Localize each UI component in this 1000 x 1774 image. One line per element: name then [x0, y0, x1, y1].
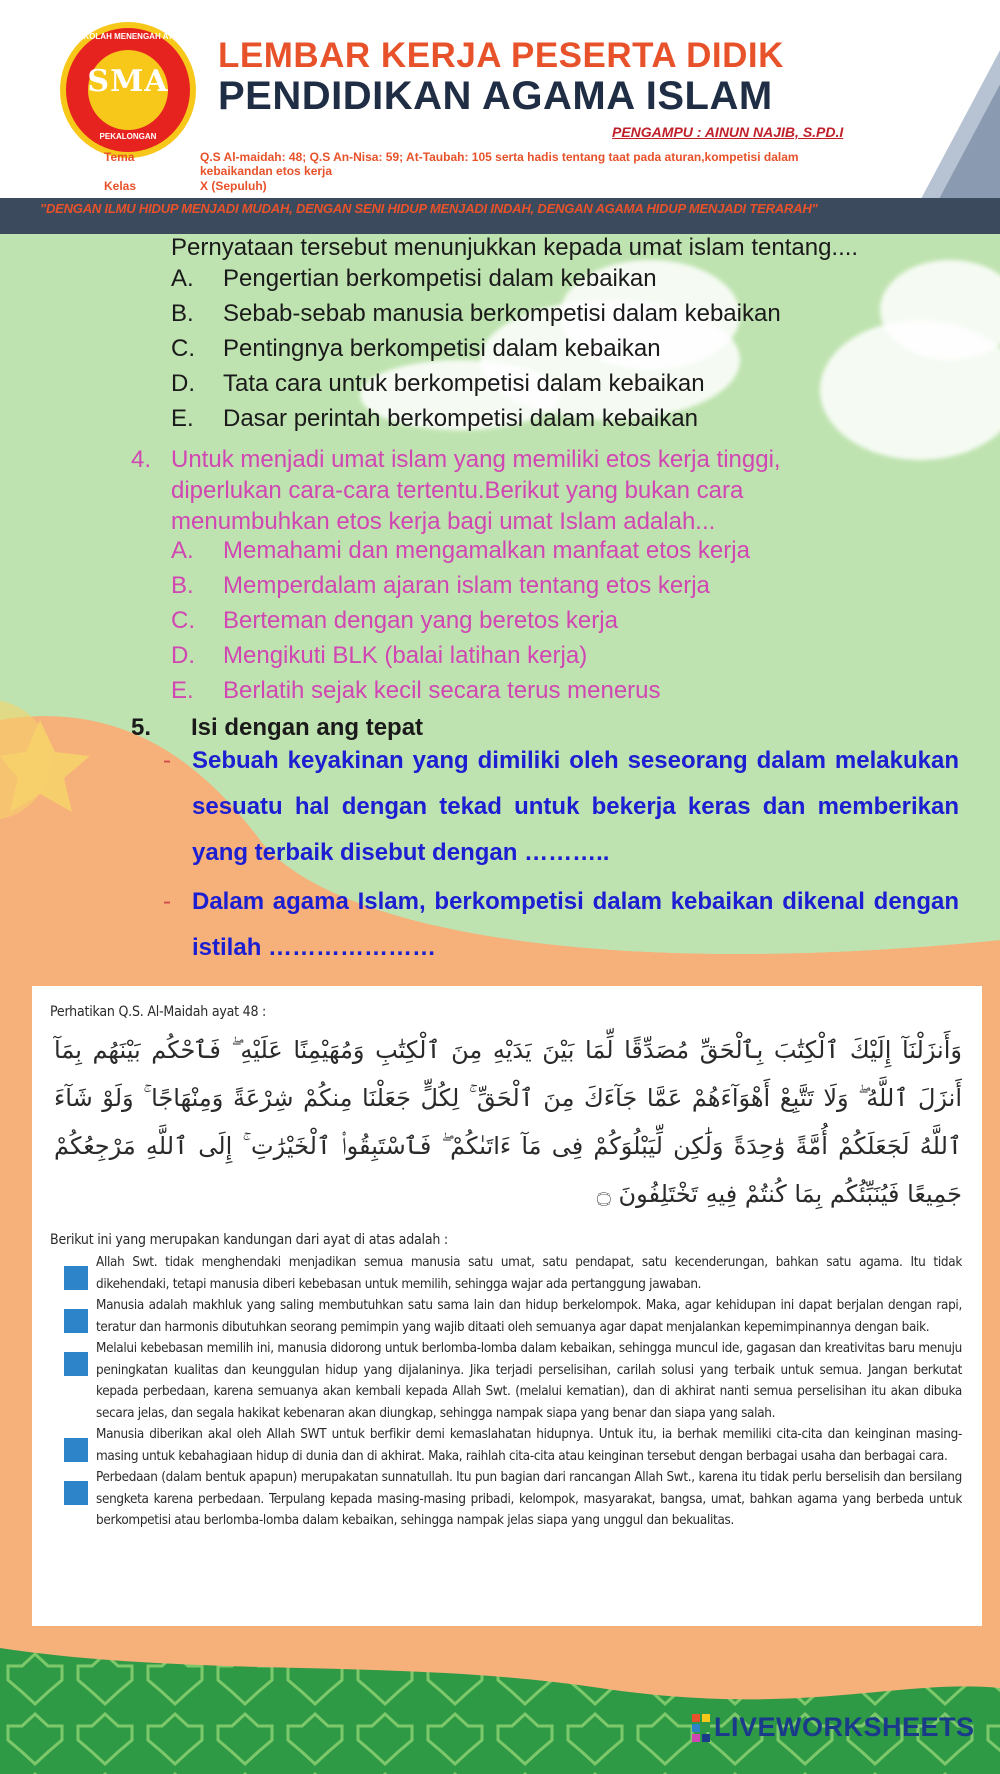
option-letter: A.	[171, 537, 194, 564]
passage-title: Perhatikan Q.S. Al-Maidah ayat 48 :	[50, 1004, 267, 1020]
tema-label: Tema	[104, 150, 135, 164]
option-letter: C.	[171, 335, 195, 362]
fill-text: Dalam agama Islam, berkompetisi dalam kebaikan dikenal dengan istilah …………………	[192, 888, 959, 961]
q3-stem: Pernyataan tersebut menunjukkan kepada umat islam tentang....	[171, 234, 859, 261]
option-text: Mengikuti BLK (balai latihan kerja)	[223, 642, 588, 669]
list-item	[50, 1338, 962, 1424]
option-letter: B.	[171, 300, 194, 327]
option-text: Pentingnya berkompetisi dalam kebaikan	[223, 335, 661, 362]
blue-square-icon	[64, 1481, 88, 1505]
list-item-text: Manusia adalah makhluk yang saling membutuhkan satu sama lain dan hidup berkelompok. Maka, agar kehidupan ini dapat berjalan dengan rapi, teratur dan harmonis dibutuhkan seorang pemimpin yang wajib ditaati oleh semuanya agar dapat menjalankan kepemimpinannya dengan baik.	[96, 1298, 962, 1335]
blue-square-icon	[64, 1266, 88, 1290]
q4-option-d[interactable]	[171, 642, 587, 670]
list-dash: -	[163, 747, 171, 774]
arabic-verse: وَأَنزَلْنَآ إِلَيْكَ ٱلْكِتَٰبَ بِٱلْحَقِّ مُصَدِّقًا لِّمَا بَيْنَ يَدَيْهِ مِنَ ٱلْكِتَٰبِ وَمُهَيْمِنًا عَلَيْهِ ۖ فَٱحْكُم بَيْنَهُم بِمَآ أَنزَلَ ٱللَّهُ ۖ وَلَا تَتَّبِعْ أَهْوَآءَهُمْ عَمَّا جَآءَكَ مِنَ ٱلْحَقِّ ۚ لِكُلٍّ جَعَلْنَا مِنكُمْ شِرْعَةً وَمِنْهَاجًا ۚ وَلَوْ شَآءَ ٱللَّهُ لَجَعَلَكُمْ أُمَّةً وَٰحِدَةً وَلَٰكِن لِّيَبْلُوَكُمْ فِى مَآ ءَاتَىٰكُمْ ۖ فَٱسْتَبِقُوا۟ ٱلْخَيْرَٰتِ ۚ إِلَى ٱللَّهِ مَرْجِعُكُمْ جَمِيعًا فَيُنَبِّئُكُم بِمَا كُنتُمْ فِيهِ تَخْتَلِفُونَ ۝	[54, 1036, 962, 1208]
blue-square-icon	[64, 1352, 88, 1376]
q3-option-e[interactable]	[171, 405, 698, 433]
kelas-label: Kelas	[104, 179, 137, 193]
subject-title: PENDIDIKAN AGAMA ISLAM	[218, 74, 773, 118]
q4-option-e[interactable]	[171, 677, 661, 705]
question-text: Isi dengan ang tepat	[191, 714, 424, 741]
worksheet-title: LEMBAR KERJA PESERTA DIDIK	[218, 36, 784, 75]
question-number: 5.	[131, 714, 152, 741]
tema-value: Q.S Al-maidah: 48; Q.S An-Nisa: 59; At-Taubah: 105 serta hadis tentang taat pada aturan,kompetisi dalam kebaikandan etos kerja	[200, 150, 799, 178]
option-letter: E.	[171, 405, 194, 432]
quran-passage-panel	[32, 986, 982, 1626]
q3-option-d[interactable]	[171, 370, 705, 398]
q3-option-a[interactable]	[171, 265, 657, 293]
footer-pattern	[0, 1648, 1000, 1774]
option-text: Berteman dengan yang beretos kerja	[223, 607, 618, 634]
school-logo	[60, 22, 196, 158]
list-item	[50, 1467, 962, 1532]
liveworksheets-logo-icon	[692, 1714, 710, 1742]
logo-text: SMA	[87, 64, 169, 99]
question-number: 4.	[131, 446, 152, 473]
option-text: Pengertian berkompetisi dalam kebaikan	[223, 265, 657, 292]
blue-square-icon	[64, 1309, 88, 1333]
option-text: Memperdalam ajaran islam tentang etos kerja	[223, 572, 710, 599]
q5-fill-item[interactable]	[163, 879, 959, 971]
option-letter: E.	[171, 677, 194, 704]
option-letter: B.	[171, 572, 194, 599]
option-letter: A.	[171, 265, 194, 292]
list-item	[50, 1252, 962, 1295]
option-letter: D.	[171, 642, 195, 669]
logo-ring-text: PEKALONGAN	[99, 132, 157, 141]
list-item	[50, 1424, 962, 1467]
list-dash: -	[163, 888, 171, 915]
content-list	[50, 1252, 962, 1532]
option-text: Tata cara untuk berkompetisi dalam kebaikan	[223, 370, 705, 397]
q5-fill-item[interactable]	[163, 738, 959, 876]
teacher-name: PENGAMPU : AINUN NAJIB, S.PD.I	[612, 124, 844, 140]
question-text: Untuk menjadi umat islam yang memiliki etos kerja tinggi, diperlukan cara-cara tertentu.Berikut yang bukan cara menumbuhkan etos kerja bagi umat Islam adalah...	[171, 446, 781, 535]
q3-option-b[interactable]	[171, 300, 781, 328]
list-item-text: Melalui kebebasan memilih ini, manusia didorong untuk berlomba-lomba dalam kebaikan, sehingga muncul ide, gagasan dan kreativitas baru menuju peningkatan kualitas dan keunggulan hidup yang dijalaninya. Jika terjadi perselisihan, carilah solusi yang terbaik untuk semua. Jangan berkutat kepada perbedaan, karena semuanya akan kembali kepada Allah Swt. (melalui kematian), dan di akhirat nanti semua perselisihan itu akan dibuka secara jelas, dan segala hakikat kebenaran akan diungkap, sehingga nampak siapa yang benar dan siapa yang salah.	[96, 1341, 962, 1421]
q3-option-c[interactable]	[171, 335, 661, 363]
q4-option-a[interactable]	[171, 537, 750, 565]
option-text: Memahami dan mengamalkan manfaat etos kerja	[223, 537, 750, 564]
option-letter: D.	[171, 370, 195, 397]
worksheet-header	[0, 0, 1000, 234]
passage-subtitle: Berikut ini yang merupakan kandungan dari ayat di atas adalah :	[50, 1232, 448, 1248]
kelas-value: X (Sepuluh)	[200, 179, 267, 193]
option-letter: C.	[171, 607, 195, 634]
q4-stem	[131, 444, 891, 537]
list-item-text: Perbedaan (dalam bentuk apapun) merupakatan sunnatullah. Itu pun bagian dari rancangan Allah Swt., karena itu tidak perlu berselisih dan bersilang sengketa karena perbedaan. Terpulang kepada masing-masing pribadi, kelompok, masyarakat, bangsa, umat, bahkan agama yang berbeda untuk berkompetisi atau berlomba-lomba dalam kebaikan, sehingga nampak jelas siapa yang unggul dan bekualitas.	[96, 1470, 962, 1528]
option-text: Berlatih sejak kecil secara terus menerus	[223, 677, 661, 704]
list-item	[50, 1295, 962, 1338]
q4-option-c[interactable]	[171, 607, 618, 635]
motto-text: "DENGAN ILMU HIDUP MENJADI MUDAH, DENGAN SENI HIDUP MENJADI INDAH, DENGAN AGAMA HIDUP MENJADI TERARAH"	[40, 201, 818, 216]
liveworksheets-brand[interactable]: LIVEWORKSHEETS	[714, 1712, 975, 1742]
q4-option-b[interactable]	[171, 572, 710, 600]
list-item-text: Allah Swt. tidak menghendaki menjadikan semua manusia satu umat, satu pendapat, satu kecenderungan, bahkan satu agama. Itu tidak dikehendaki, tetapi manusia diberi kebebasan untuk memilih, sehingga wajar ada pertanggung jawaban.	[96, 1255, 962, 1292]
blue-square-icon	[64, 1438, 88, 1462]
fill-text: Sebuah keyakinan yang dimiliki oleh seseorang dalam melakukan sesuatu hal dengan tekad untuk bekerja keras dan memberikan yang terbaik disebut dengan ………..	[192, 747, 959, 866]
option-text: Sebab-sebab manusia berkompetisi dalam kebaikan	[223, 300, 781, 327]
footer-pattern-band	[0, 1648, 1000, 1774]
logo-ring-text: SEKOLAH MENENGAH ATAS	[72, 32, 184, 41]
option-text: Dasar perintah berkompetisi dalam kebaikan	[223, 405, 698, 432]
list-item-text: Manusia diberikan akal oleh Allah SWT untuk berfikir demi kemaslahatan hidupnya. Untuk itu, ia berhak memiliki cita-cita dan keinginan masing-masing untuk kebahagiaan hidup di dunia dan di akhirat. Maka, raihlah cita-cita atau keinginan tersebut dengan berbagai usaha dan berbagai cara.	[96, 1427, 962, 1464]
